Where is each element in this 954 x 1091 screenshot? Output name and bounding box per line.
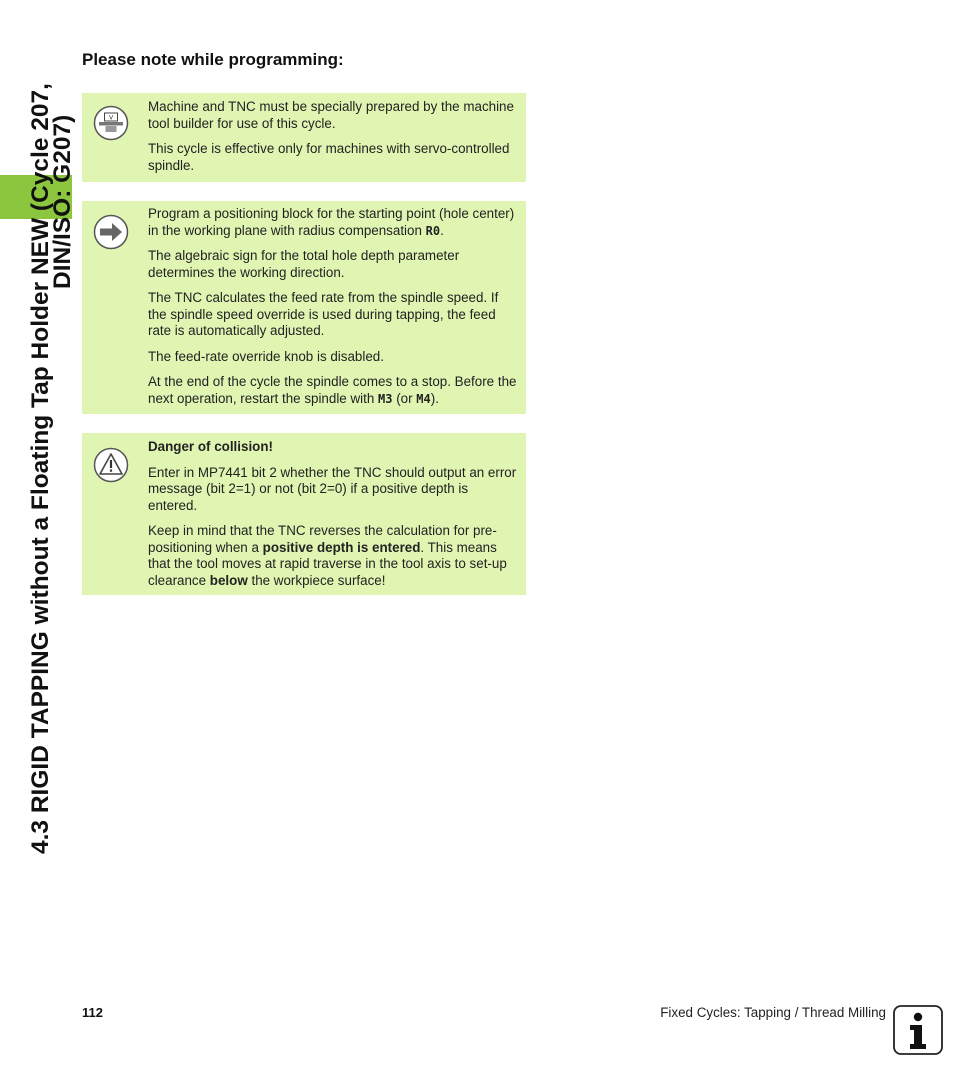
section-title-line1: 4.3 RIGID TAPPING without a Floating Tap Holder NEW (Cycle 207, [27, 83, 54, 854]
code-m3: M3 [378, 391, 393, 406]
warning-icon [93, 447, 129, 483]
programming-tip-text [148, 206, 520, 416]
page-number: 112 [82, 1005, 103, 1020]
section-title-line2: DIN/ISO: G207) [49, 114, 76, 289]
note-paragraph: At the end of the cycle the spindle comes to a stop. Before the next operation, restart the spindle with M3 (or M4). [148, 374, 517, 406]
chapter-title: Fixed Cycles: Tapping / Thread Milling [660, 1005, 886, 1020]
info-icon [893, 1005, 943, 1055]
collision-warning-note [82, 433, 526, 595]
warning-title: Danger of collision! [148, 439, 273, 454]
machine-icon [93, 105, 129, 141]
page-heading: Please note while programming: [82, 50, 344, 69]
code-r0: R0 [425, 223, 441, 238]
note-paragraph: The feed-rate override knob is disabled. [148, 348, 384, 364]
machine-note [82, 93, 526, 182]
note-paragraph: Enter in MP7441 bit 2 whether the TNC should output an error message (bit 2=1) or not (bit 2=0) if a positive depth is entered. [148, 464, 517, 513]
note-paragraph: The algebraic sign for the total hole depth parameter determines the working direction. [148, 248, 460, 280]
collision-warning-text [148, 439, 520, 598]
note-paragraph: This cycle is effective only for machines with servo-controlled spindle. [148, 141, 510, 173]
section-title [27, 24, 76, 854]
note-paragraph: Program a positioning block for the starting point (hole center) in the working plane with radius compensation R0. [148, 206, 515, 238]
code-m4: M4 [416, 391, 431, 406]
note-paragraph: Machine and TNC must be specially prepared by the machine tool builder for use of this cycle. [148, 99, 514, 131]
machine-note-text [148, 99, 520, 183]
note-paragraph: The TNC calculates the feed rate from the spindle speed. If the spindle speed override is used during tapping, the feed rate is automatically adjusted. [148, 290, 499, 338]
programming-tip-note [82, 201, 526, 414]
arrow-right-icon [93, 214, 129, 250]
svg-text:V: V [108, 114, 114, 122]
note-paragraph: Keep in mind that the TNC reverses the calculation for pre-positioning when a positive depth is entered. This means that the tool moves at rapid traverse in the tool axis to set-up clearance below the workpiece surface! [148, 523, 507, 588]
